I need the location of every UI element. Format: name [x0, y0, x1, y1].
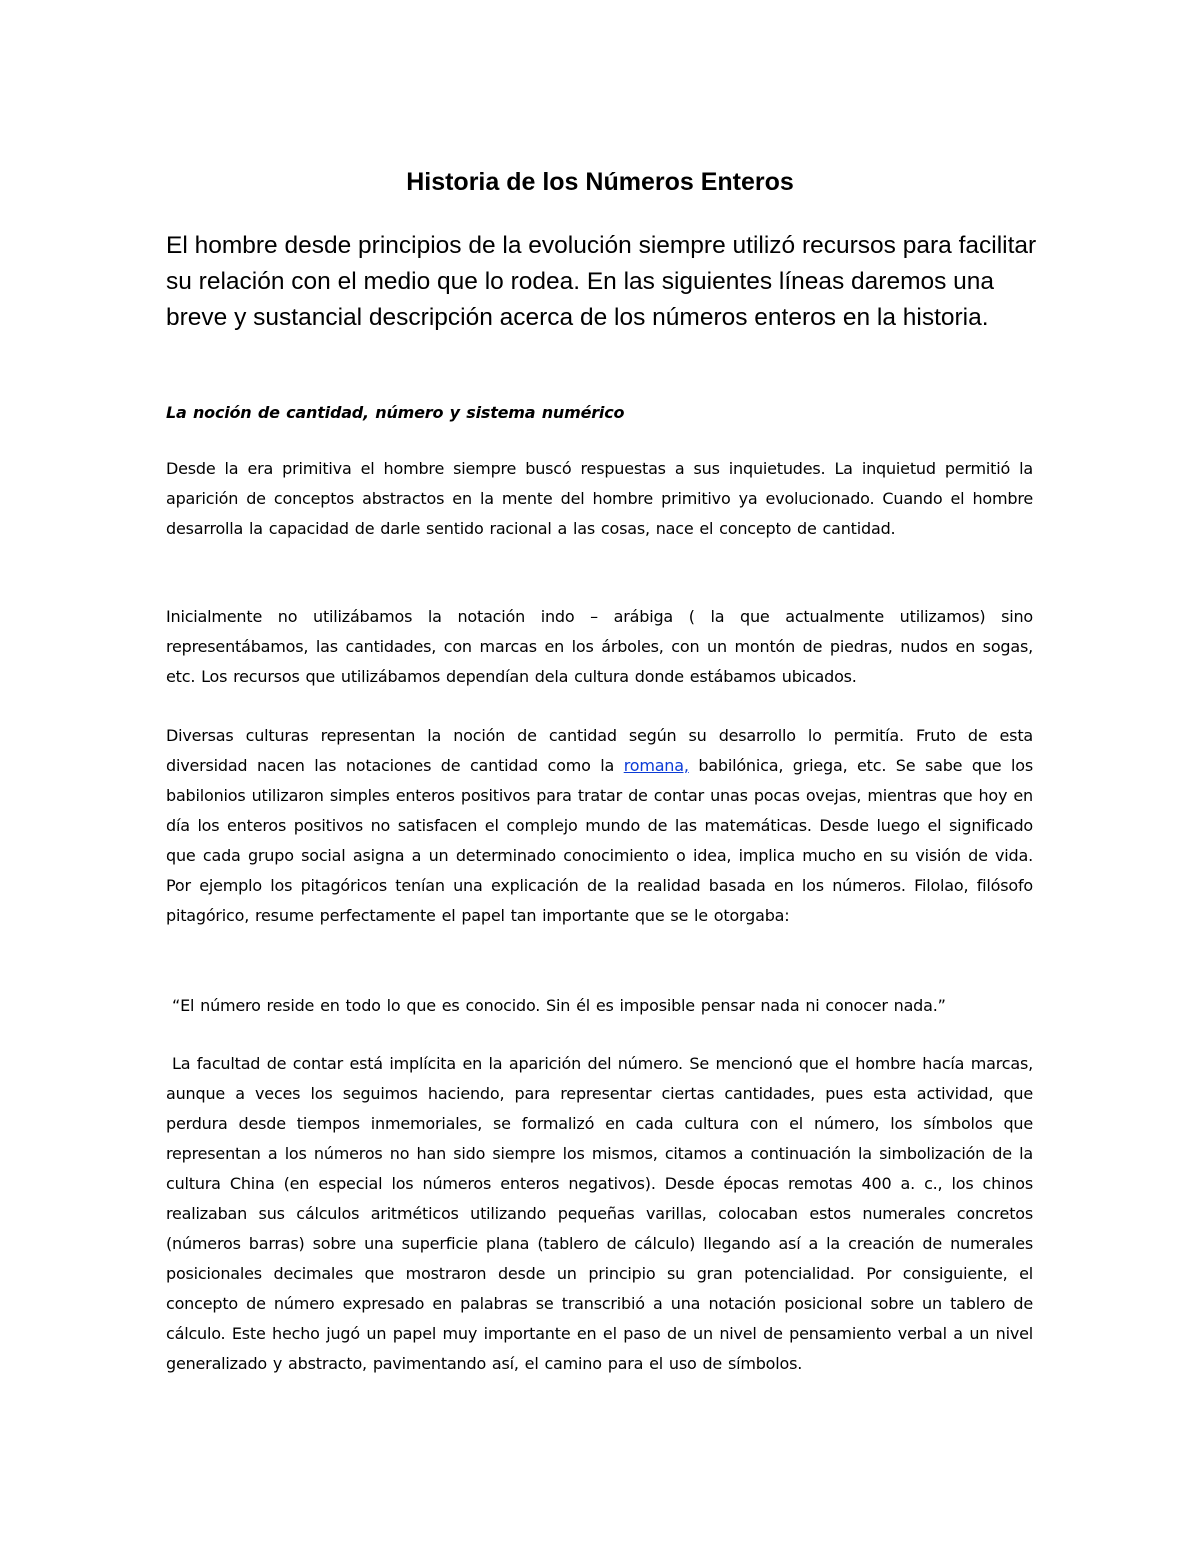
- paragraph-3-text-end: babilónica, griega, etc. Se sabe que los babilonios utilizaron simples enteros positivos para tratar de contar unas pocas ovejas, mientras que hoy en día los enteros positivos no satisfacen el complejo mundo de las matemáticas. Desde luego el significado que cada grupo social asigna a un determinado conocimiento o idea, implica mucho en su visión de vida. Por ejemplo los pitagóricos tenían una explicación de la realidad basada en los números. Filolao, filósofo pitagórico, resume perfectamente el papel tan importante que se le otorgaba:: [166, 756, 1034, 925]
- paragraph-2: Inicialmente no utilizábamos la notación indo – arábiga ( la que actualmente utilizamos) sino representábamos, las cantidades, con marcas en los árboles, con un montón de piedras, nudos en sogas, etc. Los recursos que utilizábamos dependían dela cultura donde estábamos ubicados.: [166, 607, 1033, 686]
- paragraph-4: La facultad de contar está implícita en la aparición del número. Se mencionó que el hombre hacía marcas, aunque a veces los seguimos haciendo, para representar ciertas cantidades, pues esta actividad, que perdura desde tiempos inmemoriales, se formalizó en cada cultura con el número, los símbolos que representan a los números no han sido siempre los mismos, citamos a continuación la simbolización de la cultura China (en especial los números enteros negativos). Desde épocas remotas 400 a. c., los chinos realizaban sus cálculos aritméticos utilizando pequeñas varillas, colocaban estos numerales concretos (números barras) sobre una superficie plana (tablero de cálculo) llegando así a la creación de numerales posicionales decimales que mostraron desde un principio su gran potencialidad. Por consiguiente, el concepto de número expresado en palabras se transcribió a una notación posicional sobre un tablero de cálculo. Este hecho jugó un papel muy importante en el paso de un nivel de pensamiento verbal a un nivel generalizado y abstracto, pavimentando así, el camino para el uso de símbolos.: [166, 1054, 1033, 1373]
- paragraph-1: Desde la era primitiva el hombre siempre buscó respuestas a sus inquietudes. La inquietud permitió la aparición de conceptos abstractos en la mente del hombre primitivo ya evolucionado. Cuando el hombre desarrolla la capacidad de darle sentido racional a las cosas, nace el concepto de cantidad.: [166, 459, 1033, 538]
- intro-paragraph: El hombre desde principios de la evolución siempre utilizó recursos para facilitar su relación con el medio que lo rodea. En las siguientes líneas daremos una breve y sustancial descripción acerca de los números enteros en la historia.: [166, 232, 1037, 331]
- romana-link[interactable]: romana,: [623, 756, 689, 775]
- paragraph-3: [166, 721, 1033, 931]
- paragraph-3-text-start: Diversas culturas representan la noción de cantidad según su desarrollo lo permitía. Fruto de esta diversidad nacen las notaciones de cantidad como la: [166, 726, 1033, 775]
- section-heading: La noción de cantidad, número y sistema numérico: [166, 403, 625, 422]
- philolaus-quote: “El número reside en todo lo que es conocido. Sin él es imposible pensar nada ni conocer nada.”: [172, 996, 946, 1015]
- document-title: Historia de los Números Enteros: [406, 168, 794, 196]
